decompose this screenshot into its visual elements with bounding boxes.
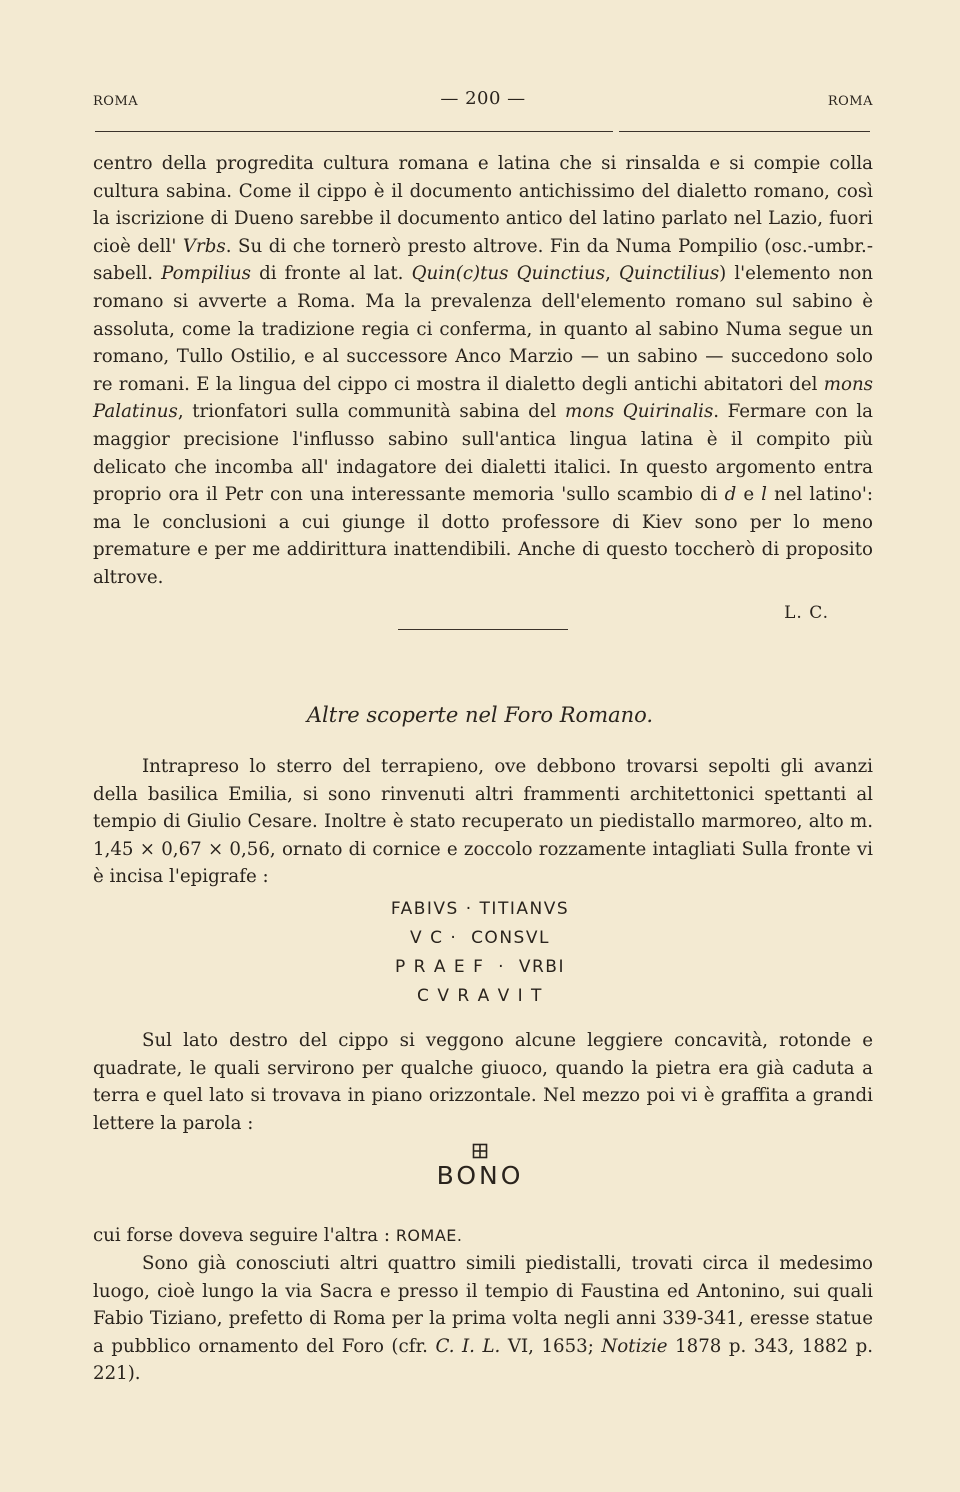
- text-run: cui forse doveva seguire l'altra :: [93, 1225, 396, 1246]
- italic-run: l: [761, 484, 767, 506]
- inscription-word: ROMAE.: [395, 1226, 463, 1245]
- text-run: ,: [605, 263, 619, 285]
- inscription-line: P R A E F · VRBI: [395, 957, 565, 977]
- text-run: . Fermare con la maggior precisione l'influsso sabino sull'antica lingua latina è il compito più delicato che incomba all' indagatore dei dialetti italici. In questo argomento entra proprio ora il Petr con una interessante memoria 'sullo scambio di: [93, 401, 874, 506]
- section-title: Altre scoperte nel Foro Romano.: [306, 703, 654, 727]
- italic-run: mons Quirinalis: [564, 401, 714, 423]
- text-run: Sono già conosciuti altri quattro simili piedistalli, trovati circa il medesimo luogo, cioè lungo la via Sacra e presso il tempio di Faustina ed Antonino, sui quali Fabio Tiziano, prefetto di Roma per la prima volta negli anni 339-341, eresse statue a pubblico ornamento del Foro (cfr.: [93, 1253, 873, 1357]
- paragraph-4: [93, 1222, 873, 1250]
- italic-run: Notizie: [601, 1335, 668, 1357]
- signature: L. C.: [784, 603, 829, 623]
- grid-symbol-icon: [472, 1143, 488, 1159]
- text-run: di fronte al lat.: [250, 263, 412, 285]
- italic-run: Vrbs: [182, 235, 226, 257]
- section-divider: [398, 629, 568, 630]
- paragraph-1: [93, 150, 873, 592]
- text-run: e: [736, 484, 762, 506]
- text-run: centro della progredita cultura romana e latina che si rinsalda e si compie colla cultura sabina. Come il cippo è il documento antichissimo del dialetto romano, così la iscrizione di Dueno sarebbe il documento antico del latino parlato nel Lazio, fuori cioè dell': [93, 153, 873, 257]
- header-left: ROMA: [93, 94, 139, 109]
- text-run: . Su di che tornerò presto altrove. Fin da Numa Pompilio (osc.-umbr.-sabell.: [93, 235, 873, 285]
- italic-run: d: [724, 484, 737, 506]
- paragraph-3: Sul lato destro del cippo si veggono alcune leggiere concavità, rotonde e quadrate, le quali servirono per qualche giuoco, quando la pietra era già caduta a terra e quel lato si trovava in piano orizzontale. Nel mezzo poi vi è graffita a grandi lettere la parola :: [93, 1030, 873, 1134]
- italic-run: Pompilius: [161, 263, 251, 285]
- inscription-line: V C · CONSVL: [410, 928, 550, 948]
- paragraph-2: Intrapreso lo sterro del terrapieno, ove debbono trovarsi sepolti gli avanzi della basilica Emilia, si sono rinvenuti altri frammenti architettonici spettanti al tempio di Giulio Cesare. Inoltre è stato recuperato un piedistallo marmoreo, alto m. 1,45 × 0,67 × 0,56, ornato di cornice e zoccolo rozzamente intagliati Sulla fronte vi è incisa l'epigrafe :: [93, 756, 873, 888]
- page-number: — 200 —: [440, 88, 526, 109]
- italic-run: mons Palatinus: [93, 373, 873, 423]
- graffito-word: BONO: [436, 1161, 524, 1190]
- header-right: ROMA: [827, 94, 873, 109]
- text-run: nel latino': ma le conclusioni a cui giunge il dotto professore di Kiev sono per lo meno premature e per me addirittura inattendibili. Anche di questo toccherò di proposito altrove.: [93, 484, 874, 588]
- text-run: VI, 1653;: [500, 1335, 602, 1357]
- text-run: ) l'elemento non romano si avverte a Roma. Ma la prevalenza dell'elemento romano sul sabino è assoluta, come la tradizione regia ci conferma, in quanto al sabino Numa segue un romano, Tullo Ostilio, e al successore Anco Marzio — un sabino — succedono solo re romani. E la lingua del cippo ci mostra il dialetto degli antichi abitatori del: [93, 263, 873, 395]
- text-run: , trionfatori sulla communità sabina del: [177, 401, 565, 423]
- graffito: [0, 1143, 960, 1190]
- inscription: [0, 895, 960, 1011]
- running-header: [93, 88, 873, 116]
- italic-run: Quin(c)tus Quinctius: [411, 263, 606, 285]
- header-rule: [95, 131, 870, 132]
- italic-run: C. I. L.: [435, 1335, 501, 1357]
- paragraph-5: [93, 1250, 873, 1388]
- inscription-line: FABIVS · TITIANVS: [390, 899, 570, 919]
- inscription-line: C V R A V I T: [417, 986, 543, 1006]
- italic-run: Quinctilius: [619, 263, 720, 285]
- text-run: 1878 p. 343, 1882 p. 221).: [93, 1335, 874, 1385]
